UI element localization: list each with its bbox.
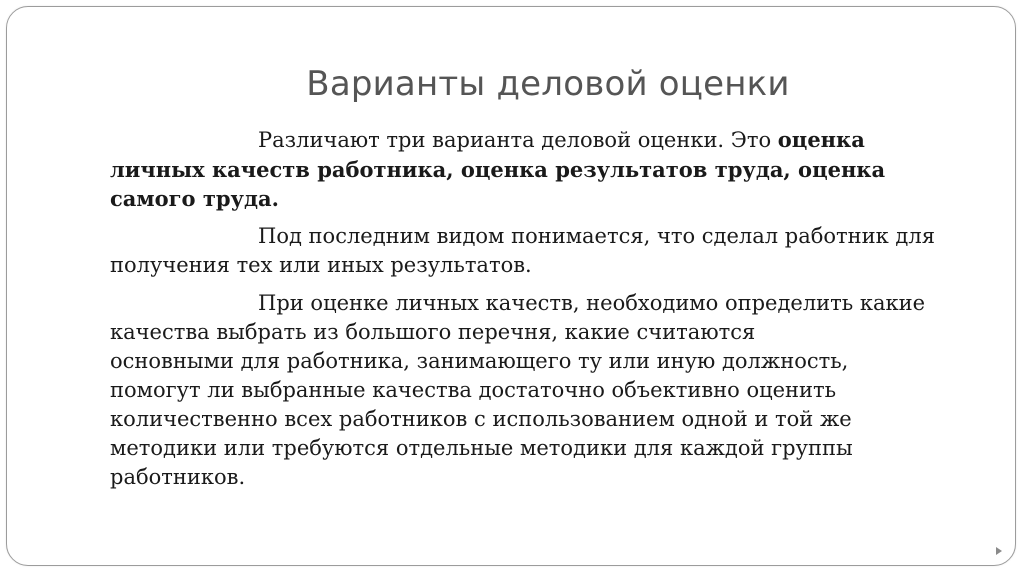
paragraph-line: При оценке личных качеств, необходимо определить какие [258,291,926,315]
text-run: Различают три варианта деловой оценки. Это [258,128,778,152]
bold-text-run: оценка [777,127,865,152]
bold-line: самого труда. [110,186,279,211]
paragraph-last-type [110,222,960,280]
bold-line: личных качеств работника, оценка результатов труда, оценка [110,157,886,182]
slide-title: Варианты деловой оценки [306,64,790,104]
paragraph-line: помогут ли выбранные качества достаточно объективно оценить [110,378,837,402]
paragraph-line: получения тех или иных результатов. [110,253,532,277]
paragraph-line: основными для работника, занимающего ту или иную должность, [110,349,849,373]
paragraph-line [110,125,960,155]
paragraph-line: методики или требуются отдельные методики для каждой группы [110,436,853,460]
paragraph-line: работников. [110,465,246,489]
slide-body [110,125,960,501]
paragraph-line: Под последним видом понимается, что сделал работник для [258,224,935,248]
paragraph-variants [110,125,960,213]
paragraph-line: качества выбрать из большого перечня, какие считаются [110,320,756,344]
triangle-right-icon [996,547,1002,555]
paragraph-personal-qualities [110,289,960,492]
paragraph-line: количественно всех работников с использованием одной и той же [110,407,852,431]
